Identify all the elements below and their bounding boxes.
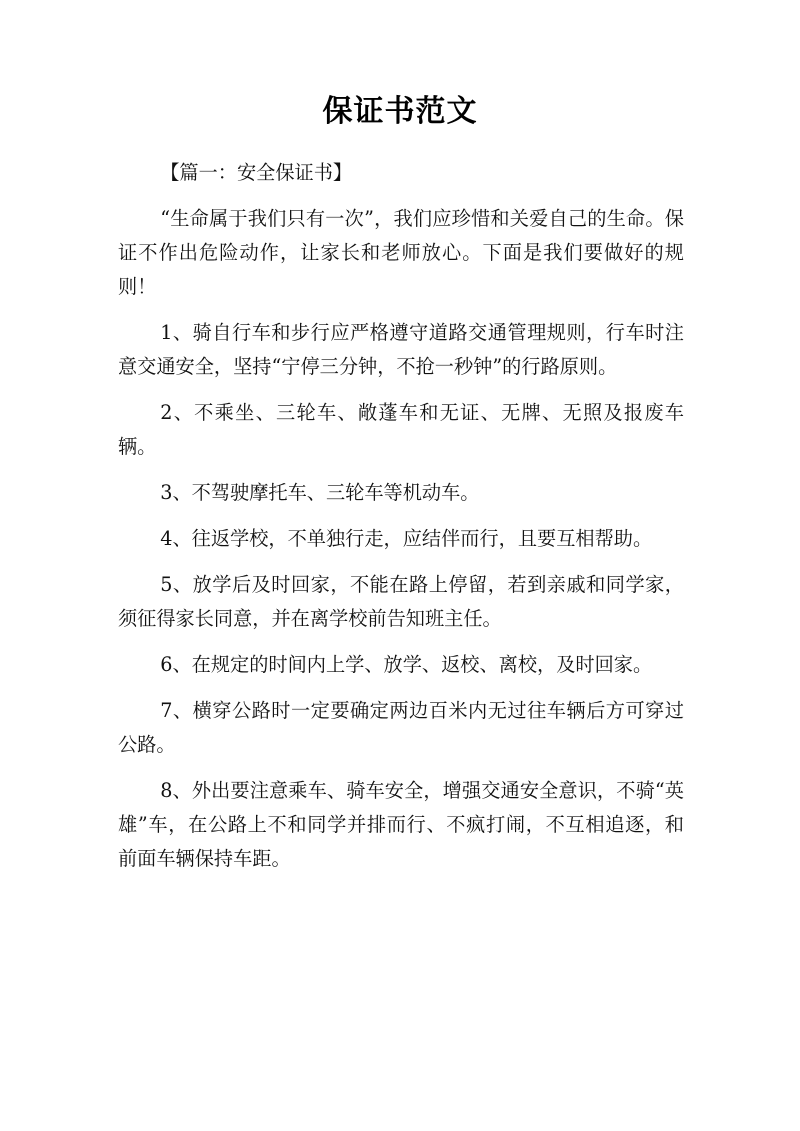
rule-4-paragraph: 4、往返学校，不单独行走，应结伴而行，且要互相帮助。 xyxy=(160,527,653,550)
rule-5-paragraph: 5、放学后及时回家，不能在路上停留，若到亲戚和同学家，须征得家长同意，并在离学校前告知班主任。 xyxy=(118,573,684,630)
rule-8-paragraph: 8、外出要注意乘车、骑车安全，增强交通安全意识，不骑“英雄”车，在公路上不和同学并排而行、不疯打闹，不互相追逐，和前面车辆保持车距。 xyxy=(118,779,684,870)
intro-paragraph: “生命属于我们只有一次”，我们应珍惜和关爱自己的生命。保证不作出危险动作，让家长和老师放心。下面是我们要做好的规则！ xyxy=(118,207,684,298)
rule-3-paragraph: 3、不驾驶摩托车、三轮车等机动车。 xyxy=(160,481,480,504)
rule-6-paragraph: 6、在规定的时间内上学、放学、返校、离校，及时回家。 xyxy=(160,653,653,676)
document-title: 保证书范文 xyxy=(322,94,478,129)
rule-1-paragraph: 1、骑自行车和步行应严格遵守道路交通管理规则，行车时注意交通安全，坚持“宁停三分钟，不抢一秒钟”的行路原则。 xyxy=(118,321,684,378)
section-heading: 【篇一：安全保证书】 xyxy=(160,161,353,184)
document-body xyxy=(118,156,684,888)
rule-2-paragraph: 2、不乘坐、三轮车、敞蓬车和无证、无牌、无照及报废车辆。 xyxy=(118,401,684,458)
rule-7-paragraph: 7、横穿公路时一定要确定两边百米内无过往车辆后方可穿过公路。 xyxy=(118,699,684,756)
